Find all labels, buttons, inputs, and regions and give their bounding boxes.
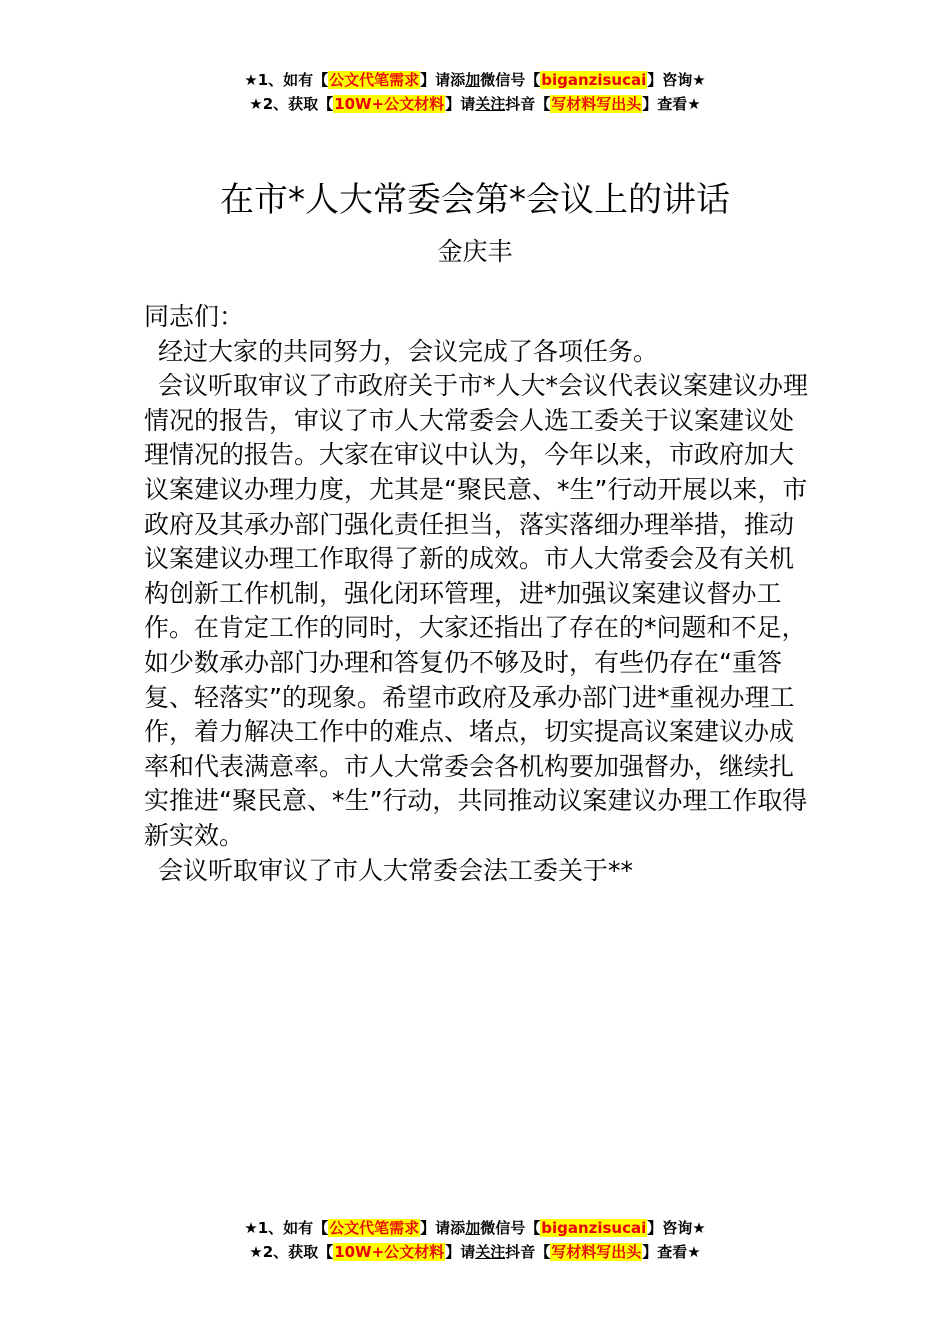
highlight-wechat-id: biganzisucai (541, 1219, 647, 1237)
paragraph: 会议听取审议了市政府关于市*人大*会议代表议案建议办理情况的报告，审议了市人大常委会人选工委关于议案建议处理情况的报告。大家在审议中认为，今年以来，市政府加大议案建议办理力度，尤其是“聚民意、*生”行动开展以来，市政府及其承办部门强化责任担当，落实落细办理举措，推动议案建议办理工作取得了新的成效。市人大常委会及有关机构创新工作机制，强化闭环管理，进*加强议案建议督办工作。在肯定工作的同时，大家还指出了存在的*问题和不足，如少数承办部门办理和答复仍不够及时，有些仍存在“重答复、轻落实”的现象。希望市政府及承办部门进*重视办理工作，着力解决工作中的难点、堵点，切实提高议案建议办成率和代表满意率。市人大常委会各机构要加强督办，继续扎实推进“聚民意、*生”行动，共同推动议案建议办理工作取得新实效。 (144, 371, 809, 850)
paragraph: 会议听取审议了市人大常委会法工委关于** (158, 855, 634, 885)
highlight-materials: 10W+公文材料 (334, 1243, 445, 1261)
document-body (144, 300, 814, 888)
footer-banner (0, 1216, 950, 1264)
banner-line-1: ★1、如有【公文代笔需求】请添加微信号【biganzisucai】咨询★ (244, 1219, 706, 1237)
highlight-service: 公文代笔需求 (329, 71, 420, 89)
highlight-douyin-account: 写材料写出头 (551, 1243, 642, 1261)
banner-line-1: ★1、如有【公文代笔需求】请添加微信号【biganzisucai】咨询★ (244, 71, 706, 89)
banner-line-2: ★2、获取【10W+公文材料】请关注抖音【写材料写出头】查看★ (249, 95, 701, 113)
highlight-wechat-id: biganzisucai (541, 71, 647, 89)
highlight-douyin-account: 写材料写出头 (551, 95, 642, 113)
document-author: 金庆丰 (437, 237, 513, 266)
highlight-service: 公文代笔需求 (329, 1219, 420, 1237)
paragraph: 经过大家的共同努力，会议完成了各项任务。 (158, 336, 659, 366)
banner-line-2: ★2、获取【10W+公文材料】请关注抖音【写材料写出头】查看★ (249, 1243, 701, 1261)
salutation: 同志们： (144, 302, 245, 331)
document-title: 在市*人大常委会第*会议上的讲话 (220, 180, 730, 220)
highlight-materials: 10W+公文材料 (334, 95, 445, 113)
header-banner (0, 68, 950, 116)
